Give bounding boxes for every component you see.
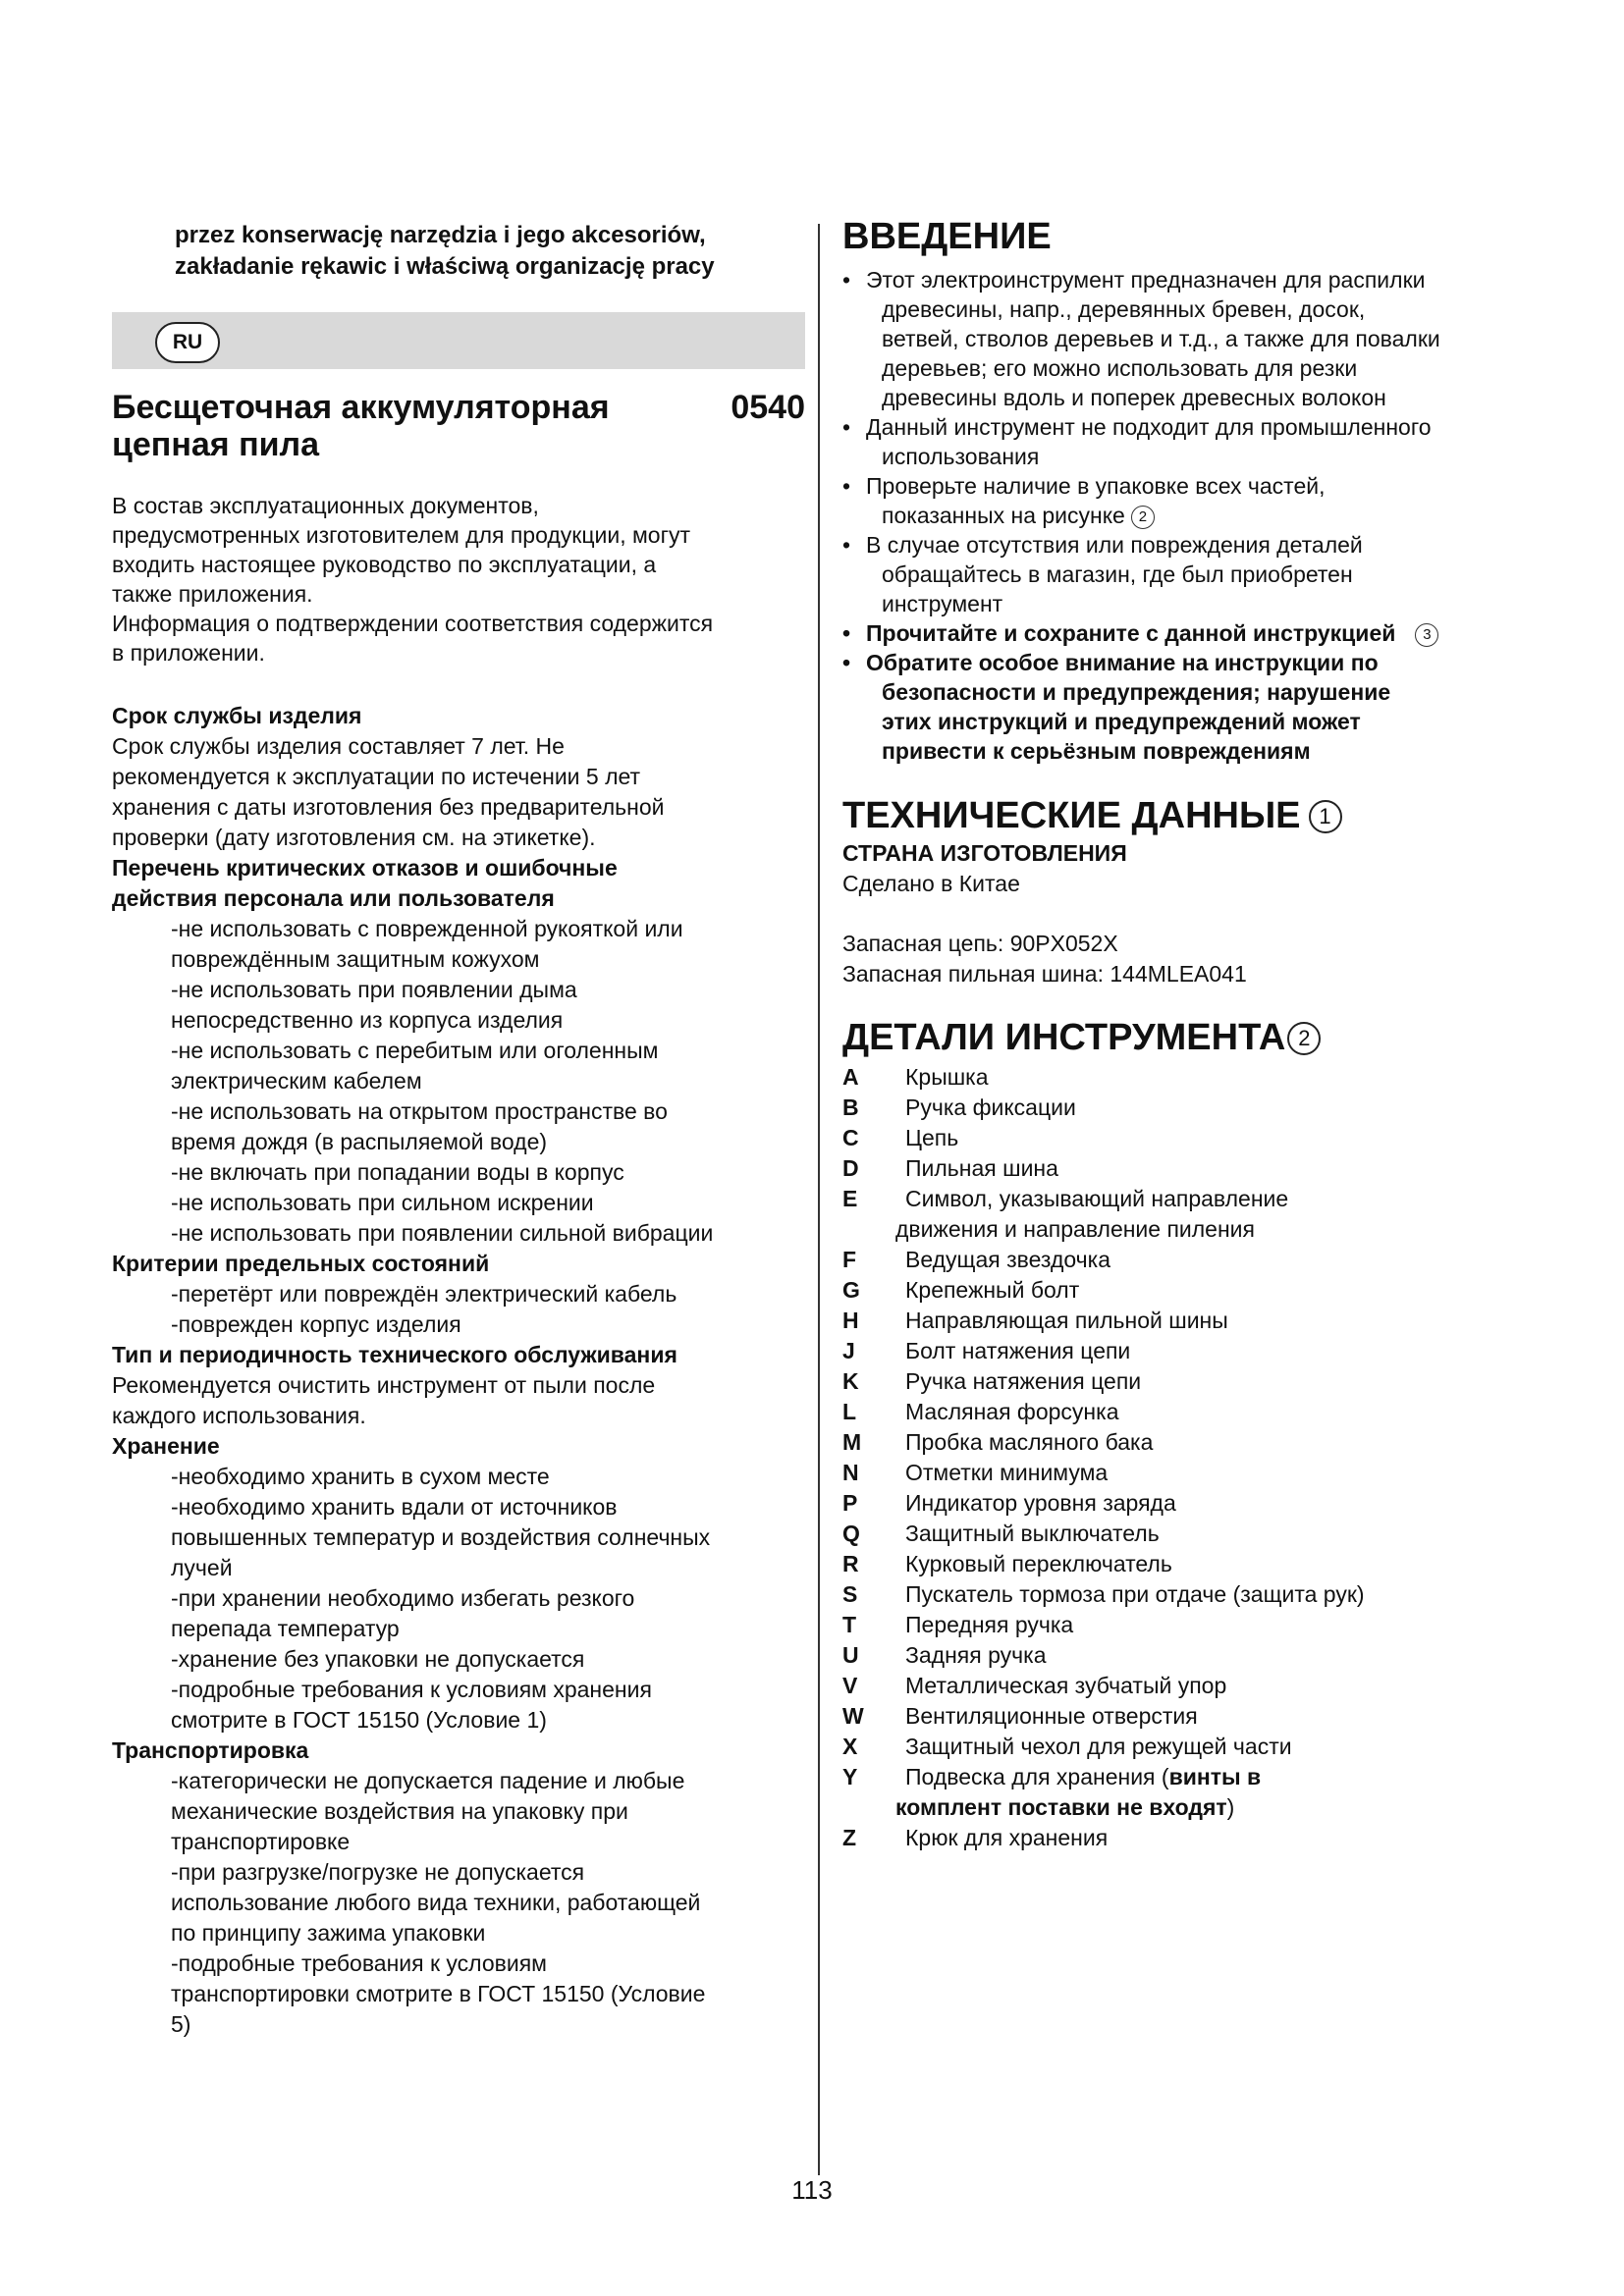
- page-number: 113: [791, 2175, 833, 2205]
- column-divider: [818, 224, 820, 2175]
- list-item: -категорически не допускается падение и любые: [171, 1768, 685, 1793]
- list-item: по принципу зажима упаковки: [171, 1920, 486, 1946]
- parts-list: [842, 1062, 1530, 1853]
- list-item: -не использовать с перебитым или оголенным: [171, 1038, 659, 1063]
- parts-heading: ДЕТАЛИ ИНСТРУМЕНТА 2: [842, 1015, 1530, 1060]
- list-item: смотрите в ГОСТ 15150 (Условие 1): [171, 1707, 547, 1733]
- list-item: H Направляющая пильной шины: [842, 1308, 1228, 1333]
- figure-ref: 2: [1131, 506, 1155, 529]
- storage-heading: Хранение: [112, 1433, 220, 1459]
- model-number: 0540: [731, 389, 805, 426]
- list-item: -необходимо хранить в сухом месте: [171, 1464, 550, 1489]
- list-item: повреждённым защитным кожухом: [171, 946, 540, 972]
- list-item: M Пробка масляного бака: [842, 1429, 1154, 1455]
- failures-list: [112, 914, 805, 1249]
- language-badge: RU: [155, 322, 220, 363]
- list-item: F Ведущая звездочка: [842, 1247, 1110, 1272]
- limits-heading: Критерии предельных состояний: [112, 1251, 490, 1276]
- list-item: X Защитный чехол для режущей части: [842, 1734, 1292, 1759]
- list-item: R Курковый переключатель: [842, 1551, 1172, 1576]
- documents-paragraph: В состав эксплуатационных документов, предусмотренных изготовителем для продукции, могут входить настоящее руководство по эксплуатации, а также приложения. Информация о подтверждении соответствия содержится в приложении.: [112, 493, 714, 666]
- list-item: • Обратите особое внимание на инструкции по безопасности и предупреждения; нарушение этих инструкций и предупреждений может привести к серьёзным повреждениям: [842, 648, 1530, 766]
- spare-bar: Запасная пильная шина: 144MLEA041: [842, 961, 1247, 987]
- intro-text: przez konserwację narzędzia i jego akcesoriów, zakładanie rękawic i właściwą organizację pracy: [175, 222, 715, 280]
- list-item: механические воздействия на упаковку при: [171, 1798, 628, 1824]
- list-item: -не использовать при появлении сильной вибрации: [171, 1220, 714, 1246]
- list-item: -не использовать на открытом пространстве во: [171, 1098, 668, 1124]
- list-item: K Ручка натяжения цепи: [842, 1368, 1142, 1394]
- list-item: -необходимо хранить вдали от источников: [171, 1494, 618, 1520]
- figure-ref: 1: [1309, 800, 1342, 833]
- figure-ref: 2: [1287, 1022, 1321, 1055]
- document-title: Бесщеточная аккумуляторная цепная пила 0540: [112, 389, 805, 463]
- list-item: G Крепежный болт: [842, 1277, 1080, 1303]
- list-item: транспортировки смотрите в ГОСТ 15150 (Условие: [171, 1981, 706, 2006]
- list-item: Y Подвеска для хранения (винты в комплент поставки не входят): [842, 1764, 1262, 1820]
- intro-section-heading: ВВЕДЕНИЕ: [842, 216, 1052, 257]
- service-life-heading: Срок службы изделия: [112, 703, 362, 728]
- list-item: S Пускатель тормоза при отдаче (защита рук): [842, 1581, 1365, 1607]
- limits-list: [112, 1279, 805, 1340]
- language-bar: [112, 312, 805, 369]
- list-item: D Пильная шина: [842, 1155, 1058, 1181]
- list-item: -поврежден корпус изделия: [171, 1311, 461, 1337]
- list-item: перепада температур: [171, 1616, 400, 1641]
- figure-ref: 3: [1415, 623, 1438, 647]
- list-item: время дождя (в распыляемой воде): [171, 1129, 548, 1154]
- list-item: повышенных температур и воздействия солнечных: [171, 1524, 711, 1550]
- list-item: -при хранении необходимо избегать резкого: [171, 1585, 635, 1611]
- list-item: -при разгрузке/погрузке не допускается: [171, 1859, 585, 1885]
- list-item: непосредственно из корпуса изделия: [171, 1007, 564, 1033]
- list-item: электрическим кабелем: [171, 1068, 422, 1094]
- list-item: U Задняя ручка: [842, 1642, 1047, 1668]
- list-item: транспортировке: [171, 1829, 351, 1854]
- list-item: W Вентиляционные отверстия: [842, 1703, 1198, 1729]
- storage-list: [112, 1462, 805, 1735]
- list-item: C Цепь: [842, 1125, 959, 1150]
- list-item: • Прочитайте и сохраните с данной инструкцией 3: [842, 618, 1530, 648]
- list-item: B Ручка фиксации: [842, 1095, 1076, 1120]
- list-item: -не использовать при сильном искрении: [171, 1190, 594, 1215]
- list-item: N Отметки минимума: [842, 1460, 1109, 1485]
- list-item: -подробные требования к условиям хранения: [171, 1677, 652, 1702]
- list-item: -не использовать при появлении дыма: [171, 977, 577, 1002]
- list-item: • Этот электроинструмент предназначен для распилки древесины, напр., деревянных бревен, досок, ветвей, стволов деревьев и т.д., а также для повалки деревьев; его можно использовать для резки древесины вдоль и поперек древесных волокон: [842, 265, 1530, 412]
- list-item: Q Защитный выключатель: [842, 1521, 1160, 1546]
- country-label: СТРАНА ИЗГОТОВЛЕНИЯ: [842, 840, 1127, 866]
- spare-chain: Запасная цепь: 90PX052X: [842, 931, 1118, 956]
- transport-list: [112, 1766, 805, 2040]
- country-value: Сделано в Китае: [842, 871, 1020, 896]
- list-item: -подробные требования к условиям: [171, 1950, 547, 1976]
- list-item: • Проверьте наличие в упаковке всех частей, показанных на рисунке 2: [842, 471, 1530, 530]
- list-item: использование любого вида техники, работающей: [171, 1890, 701, 1915]
- list-item: E Символ, указывающий направление движения и направление пиления: [842, 1186, 1289, 1242]
- left-column: [112, 220, 805, 2040]
- list-item: -не использовать с поврежденной рукояткой или: [171, 916, 683, 941]
- tech-data-heading: ТЕХНИЧЕСКИЕ ДАННЫЕ 1: [842, 793, 1530, 838]
- list-item: A Крышка: [842, 1064, 989, 1090]
- list-item: Z Крюк для хранения: [842, 1825, 1109, 1850]
- intro-bullets: [842, 265, 1530, 766]
- list-item: 5): [171, 2011, 191, 2037]
- list-item: • В случае отсутствия или повреждения деталей обращайтесь в магазин, где был приобретен инструмент: [842, 530, 1530, 618]
- maintenance-text: Рекомендуется очистить инструмент от пыли после каждого использования.: [112, 1372, 656, 1428]
- list-item: лучей: [171, 1555, 233, 1580]
- right-column: [842, 214, 1530, 1853]
- list-item: J Болт натяжения цепи: [842, 1338, 1131, 1363]
- service-life-text: Срок службы изделия составляет 7 лет. Не рекомендуется к эксплуатации по истечении 5 лет хранения с даты изготовления без предварительной проверки (дату изготовления см. на этикетке).: [112, 733, 665, 850]
- list-item: • Данный инструмент не подходит для промышленного использования: [842, 412, 1530, 471]
- transport-heading: Транспортировка: [112, 1737, 309, 1763]
- list-item: P Индикатор уровня заряда: [842, 1490, 1176, 1516]
- failures-heading: Перечень критических отказов и ошибочные действия персонала или пользователя: [112, 855, 618, 911]
- list-item: V Металлическая зубчатый упор: [842, 1673, 1227, 1698]
- list-item: -перетёрт или повреждён электрический кабель: [171, 1281, 677, 1307]
- list-item: -не включать при попадании воды в корпус: [171, 1159, 624, 1185]
- list-item: T Передняя ручка: [842, 1612, 1074, 1637]
- maintenance-heading: Тип и периодичность технического обслуживания: [112, 1342, 677, 1367]
- list-item: L Масляная форсунка: [842, 1399, 1119, 1424]
- list-item: -хранение без упаковки не допускается: [171, 1646, 585, 1672]
